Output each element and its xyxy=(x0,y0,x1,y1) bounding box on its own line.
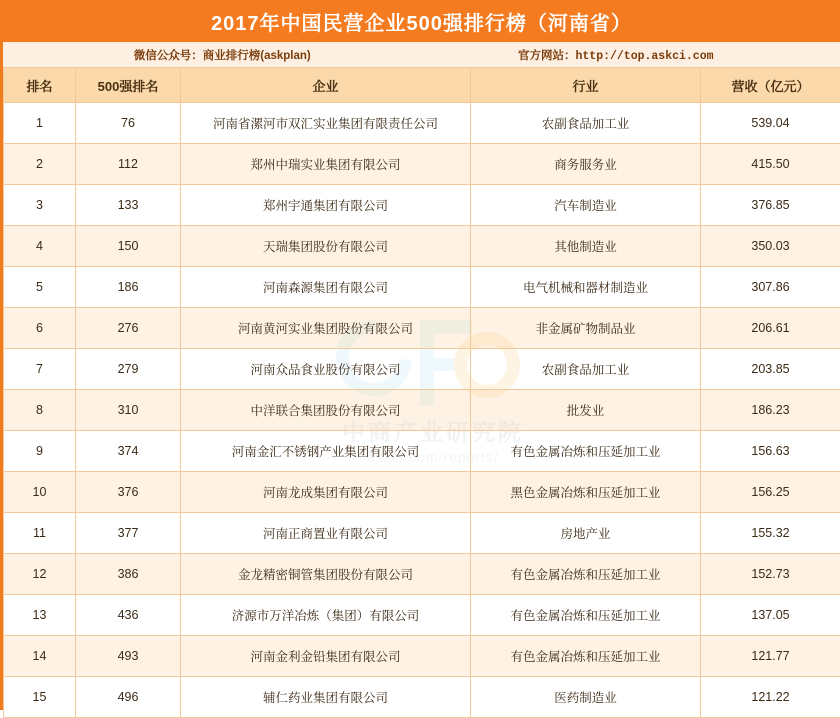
table-row xyxy=(4,144,840,185)
column-header-company: 企业 xyxy=(181,68,471,103)
source-bar xyxy=(3,42,840,67)
cell-rank500: 112 xyxy=(76,144,181,185)
site-label xyxy=(422,47,840,63)
cell-rank: 6 xyxy=(4,308,76,349)
cell-revenue: 376.85 xyxy=(701,185,840,226)
cell-industry: 农副食品加工业 xyxy=(471,103,701,144)
table-row xyxy=(4,226,840,267)
cell-revenue: 137.05 xyxy=(701,595,840,636)
cell-company: 河南省漯河市双汇实业集团有限责任公司 xyxy=(181,103,471,144)
cell-rank: 13 xyxy=(4,595,76,636)
cell-industry: 电气机械和器材制造业 xyxy=(471,267,701,308)
table-row xyxy=(4,103,840,144)
cell-industry: 房地产业 xyxy=(471,513,701,554)
cell-rank500: 279 xyxy=(76,349,181,390)
cell-rank500: 150 xyxy=(76,226,181,267)
cell-revenue: 415.50 xyxy=(701,144,840,185)
cell-revenue: 152.73 xyxy=(701,554,840,595)
cell-company: 辅仁药业集团有限公司 xyxy=(181,677,471,718)
cell-rank: 5 xyxy=(4,267,76,308)
wechat-label xyxy=(3,47,422,63)
cell-rank: 15 xyxy=(4,677,76,718)
table-header-row xyxy=(4,68,840,103)
cell-revenue: 155.32 xyxy=(701,513,840,554)
cell-revenue: 156.25 xyxy=(701,472,840,513)
cell-industry: 有色金属冶炼和压延加工业 xyxy=(471,554,701,595)
table-row xyxy=(4,267,840,308)
cell-company: 金龙精密铜管集团股份有限公司 xyxy=(181,554,471,595)
column-header-revenue: 营收（亿元） xyxy=(701,68,840,103)
table-row xyxy=(4,554,840,595)
cell-company: 郑州宇通集团有限公司 xyxy=(181,185,471,226)
cell-company: 河南金汇不锈钢产业集团有限公司 xyxy=(181,431,471,472)
column-header-industry: 行业 xyxy=(471,68,701,103)
table-body xyxy=(4,103,840,718)
cell-company: 河南金利金铅集团有限公司 xyxy=(181,636,471,677)
cell-industry: 非金属矿物制品业 xyxy=(471,308,701,349)
cell-rank500: 133 xyxy=(76,185,181,226)
cell-company: 郑州中瑞实业集团有限公司 xyxy=(181,144,471,185)
cell-rank: 4 xyxy=(4,226,76,267)
cell-company: 河南众品食业股份有限公司 xyxy=(181,349,471,390)
cell-rank500: 436 xyxy=(76,595,181,636)
cell-rank500: 496 xyxy=(76,677,181,718)
cell-revenue: 539.04 xyxy=(701,103,840,144)
cell-rank: 10 xyxy=(4,472,76,513)
cell-rank500: 186 xyxy=(76,267,181,308)
table-row xyxy=(4,390,840,431)
cell-rank500: 374 xyxy=(76,431,181,472)
site-url: http://top.askci.com xyxy=(575,50,713,63)
cell-rank: 11 xyxy=(4,513,76,554)
page-title: 2017年中国民营企业500强排行榜（河南省） xyxy=(211,7,632,36)
cell-industry: 其他制造业 xyxy=(471,226,701,267)
cell-company: 天瑞集团股份有限公司 xyxy=(181,226,471,267)
cell-revenue: 206.61 xyxy=(701,308,840,349)
table-row xyxy=(4,308,840,349)
cell-industry: 有色金属冶炼和压延加工业 xyxy=(471,431,701,472)
cell-company: 河南黄河实业集团股份有限公司 xyxy=(181,308,471,349)
cell-company: 济源市万洋冶炼（集团）有限公司 xyxy=(181,595,471,636)
cell-industry: 汽车制造业 xyxy=(471,185,701,226)
cell-rank500: 376 xyxy=(76,472,181,513)
cell-rank500: 310 xyxy=(76,390,181,431)
cell-revenue: 121.77 xyxy=(701,636,840,677)
cell-rank: 2 xyxy=(4,144,76,185)
column-header-rank500: 500强排名 xyxy=(76,68,181,103)
cell-company: 河南龙成集团有限公司 xyxy=(181,472,471,513)
table-row xyxy=(4,636,840,677)
cell-industry: 批发业 xyxy=(471,390,701,431)
cell-rank500: 386 xyxy=(76,554,181,595)
cell-rank500: 76 xyxy=(76,103,181,144)
wechat-text: 微信公众号：商业排行榜(askplan) xyxy=(134,50,311,62)
table-row xyxy=(4,431,840,472)
column-header-rank: 排名 xyxy=(4,68,76,103)
table-row xyxy=(4,595,840,636)
cell-industry: 农副食品加工业 xyxy=(471,349,701,390)
ranking-table-wrap xyxy=(3,67,840,718)
cell-rank: 8 xyxy=(4,390,76,431)
cell-rank500: 493 xyxy=(76,636,181,677)
cell-rank500: 276 xyxy=(76,308,181,349)
cell-industry: 有色金属冶炼和压延加工业 xyxy=(471,636,701,677)
cell-revenue: 121.22 xyxy=(701,677,840,718)
cell-company: 河南正商置业有限公司 xyxy=(181,513,471,554)
table-row xyxy=(4,472,840,513)
cell-rank: 12 xyxy=(4,554,76,595)
site-text: 官方网站： xyxy=(518,50,576,62)
cell-revenue: 186.23 xyxy=(701,390,840,431)
cell-rank: 1 xyxy=(4,103,76,144)
table-row xyxy=(4,513,840,554)
table-row xyxy=(4,349,840,390)
cell-rank: 9 xyxy=(4,431,76,472)
cell-revenue: 307.86 xyxy=(701,267,840,308)
cell-company: 中洋联合集团股份有限公司 xyxy=(181,390,471,431)
cell-rank: 14 xyxy=(4,636,76,677)
cell-industry: 黑色金属冶炼和压延加工业 xyxy=(471,472,701,513)
cell-revenue: 350.03 xyxy=(701,226,840,267)
table-row xyxy=(4,677,840,718)
title-bar xyxy=(3,0,840,42)
cell-revenue: 203.85 xyxy=(701,349,840,390)
ranking-table xyxy=(3,67,840,718)
cell-company: 河南森源集团有限公司 xyxy=(181,267,471,308)
cell-rank: 3 xyxy=(4,185,76,226)
cell-industry: 医药制造业 xyxy=(471,677,701,718)
table-row xyxy=(4,185,840,226)
cell-rank500: 377 xyxy=(76,513,181,554)
cell-industry: 商务服务业 xyxy=(471,144,701,185)
cell-industry: 有色金属冶炼和压延加工业 xyxy=(471,595,701,636)
cell-revenue: 156.63 xyxy=(701,431,840,472)
cell-rank: 7 xyxy=(4,349,76,390)
